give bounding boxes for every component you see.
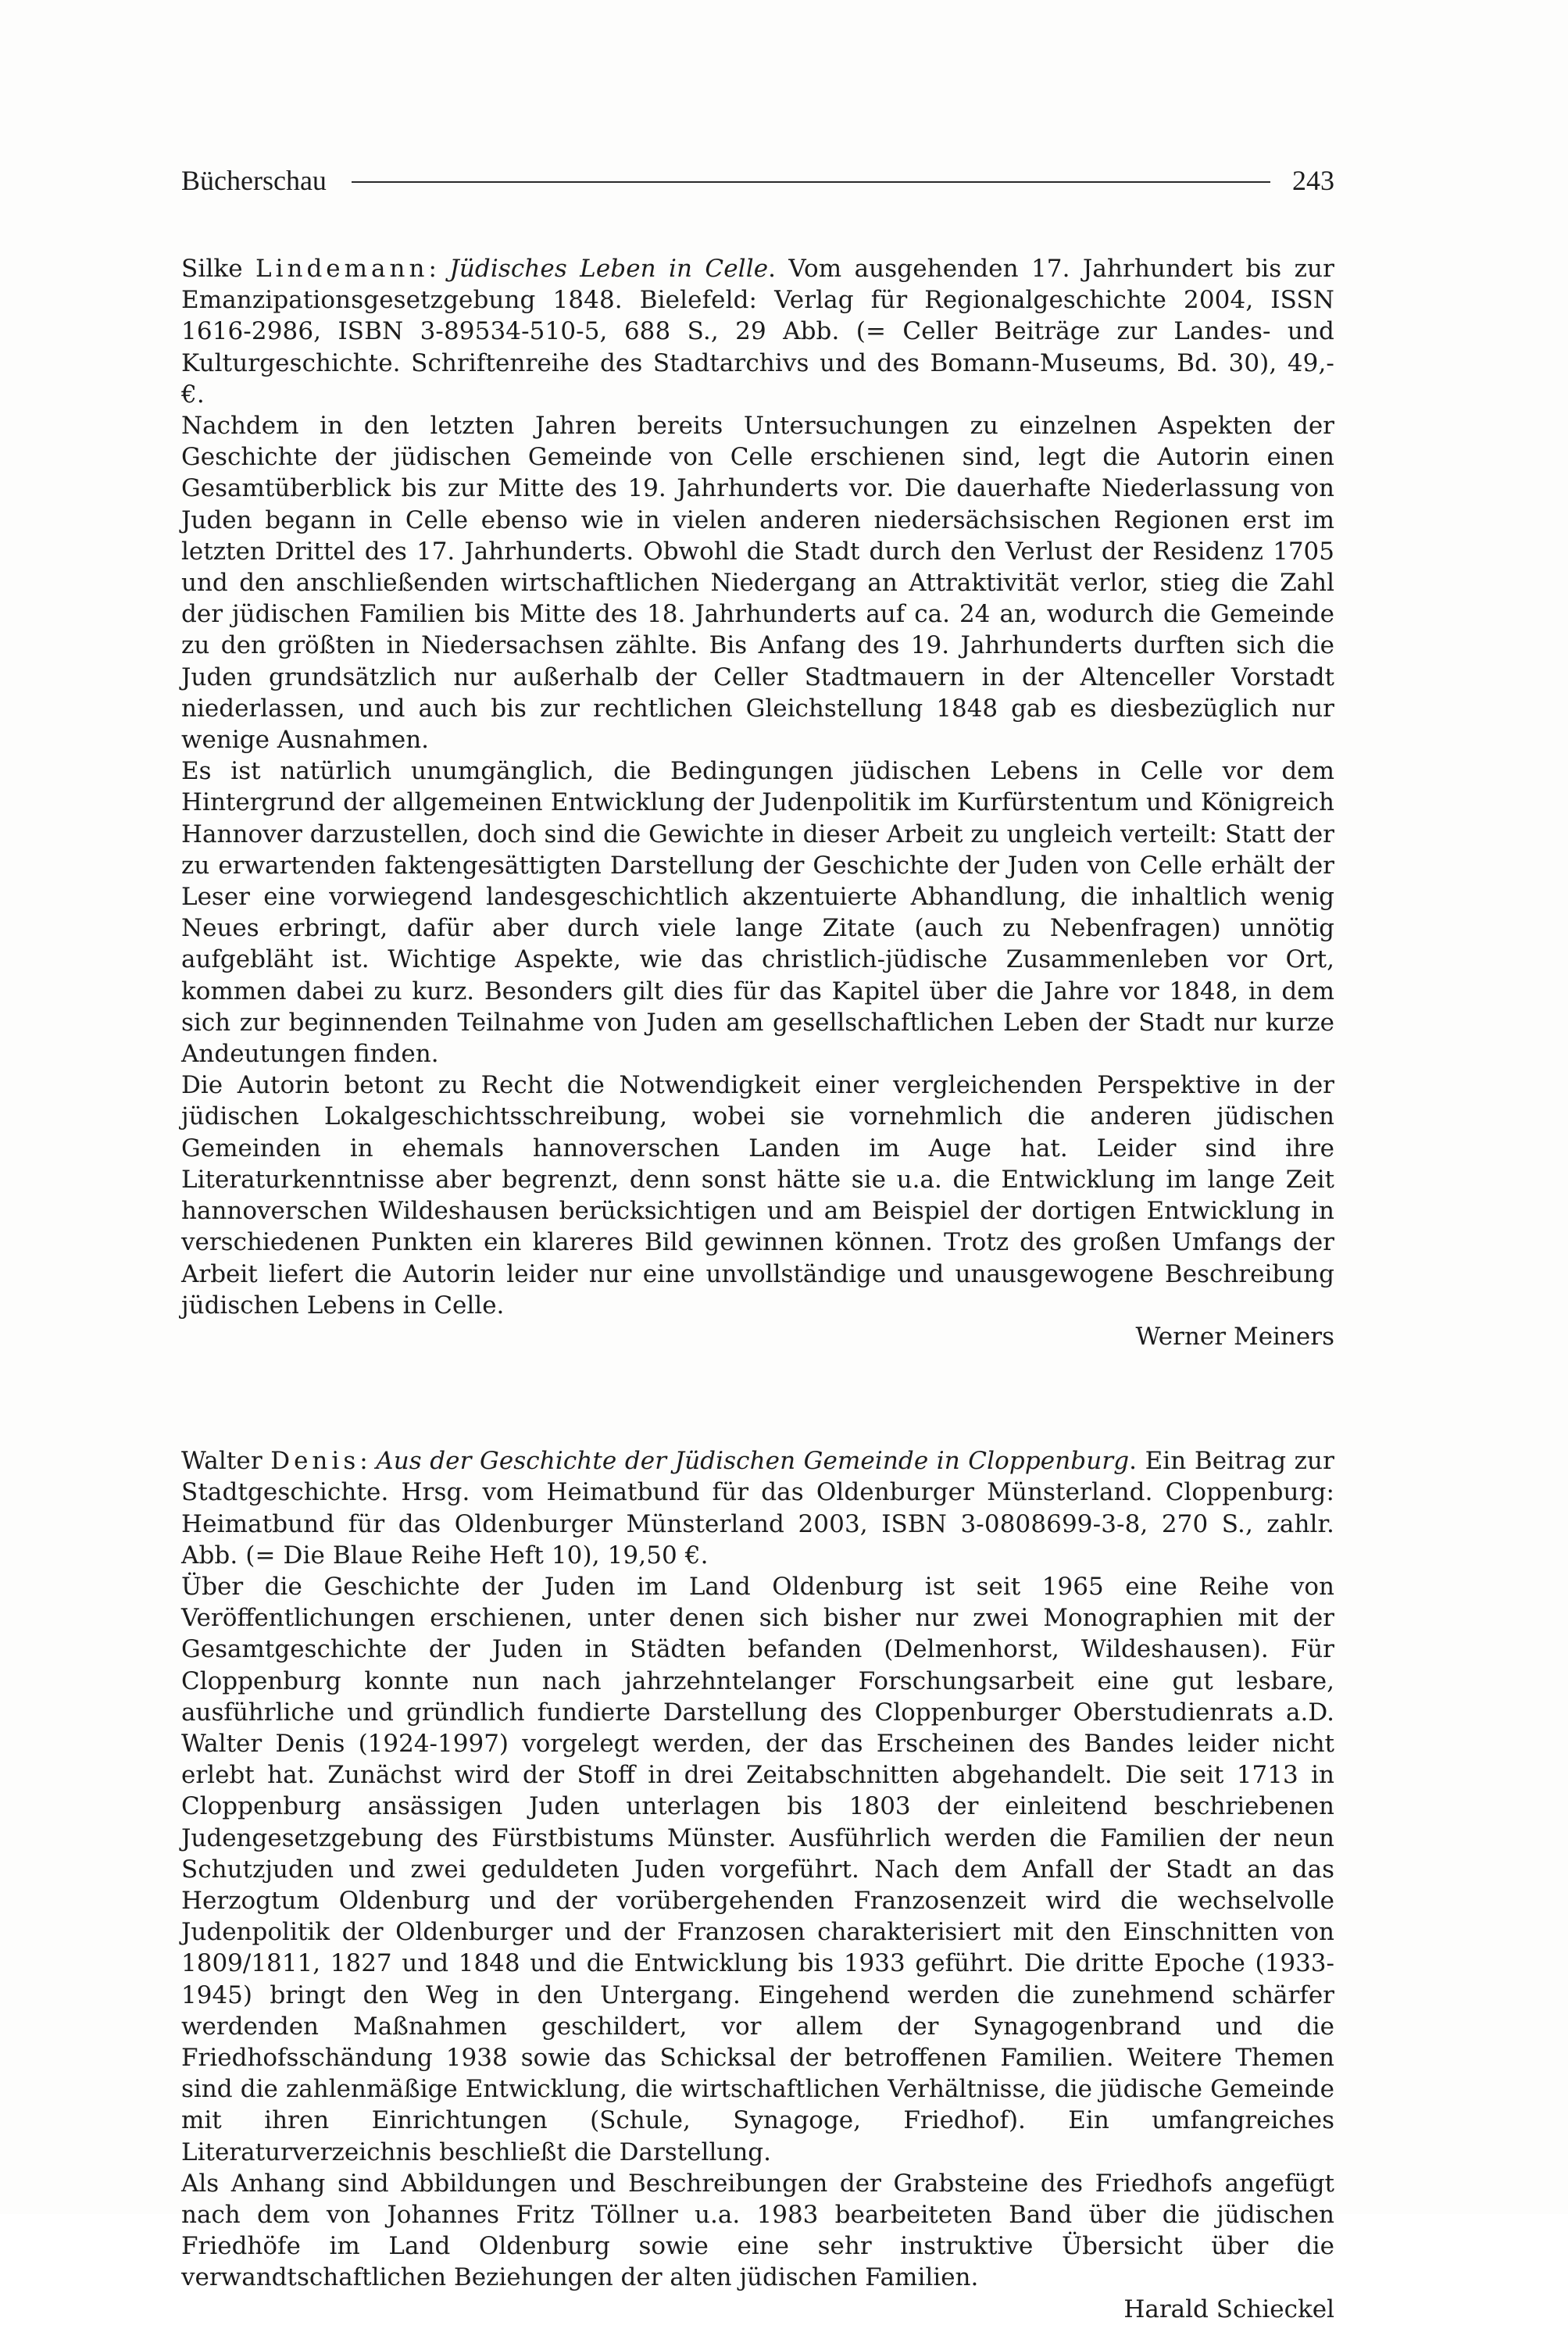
author-last-name: Denis	[270, 1447, 360, 1476]
review-paragraph: Es ist natürlich unumgänglich, die Bedingungen jüdischen Lebens in Celle vor dem Hintergrund der allgemeinen Entwicklung der Judenpolitik im Kurfürstentum und Königreich Hannover darzustellen, doch sind die Gewichte in dieser Arbeit zu ungleich verteilt: Statt der zu erwartenden faktengesättigten Darstellung der Geschichte der Juden von Celle erhält der Leser eine vorwiegend landesgeschichtlich akzentuierte Abhandlung, die inhaltlich wenig Neues erbringt, dafür aber durch viele lange Zitate (auch zu Nebenfragen) unnötig aufgebläht ist. Wichtige Aspekte, wie das christlich-jüdische Zusammenleben vor Ort, kommen dabei zu kurz. Besonders gilt dies für das Kapitel über die Jahre vor 1848, in dem sich zur beginnenden Teilnahme von Juden am gesellschaftlichen Leben der Stadt nur kurze Andeutungen finden.	[181, 757, 1334, 1069]
running-header	[181, 161, 1334, 200]
header-rule	[352, 181, 1270, 183]
citation-colon: :	[428, 255, 450, 283]
bibliographic-citation	[181, 1445, 1334, 1571]
author-last-name: Lindemann	[255, 255, 429, 283]
review-paragraph: Die Autorin betont zu Recht die Notwendigkeit einer vergleichenden Perspektive in der jüdischen Lokalgeschichtsschreibung, wobei sie vornehmlich die anderen jüdischen Gemeinden in ehemals hannoverschen Landen im Auge hat. Leider sind ihre Literaturkenntnisse aber begrenzt, denn sonst hätte sie u.a. die Entwicklung im lange Zeit hannoverschen Wildeshausen berücksichtigen und am Beispiel der dortigen Entwicklung in verschiedenen Punkten ein klareres Bild gewinnen können. Trotz des großen Umfangs der Arbeit liefert die Autorin leider nur eine unvollständige und unausgewogene Beschreibung jüdischen Lebens in Celle.	[181, 1071, 1334, 1320]
review-paragraph: Als Anhang sind Abbildungen und Beschreibungen der Grabsteine des Friedhofs angefügt nach dem von Johannes Fritz Töllner u.a. 1983 bearbeiteten Band über die jüdischen Friedhöfe im Land Oldenburg sowie eine sehr instruktive Übersicht über die verwandtschaftlichen Beziehungen der alten jüdischen Familien.	[181, 2169, 1334, 2292]
author-first-name: Silke	[181, 255, 255, 283]
review-paragraph: Nachdem in den letzten Jahren bereits Untersuchungen zu einzelnen Aspekten der Geschichte der jüdischen Gemeinde von Celle erschienen sind, legt die Autorin einen Gesamtüberblick bis zur Mitte des 19. Jahrhunderts vor. Die dauerhafte Niederlassung von Juden begann in Celle ebenso wie in vielen anderen niedersächsischen Regionen erst im letzten Drittel des 17. Jahrhunderts. Obwohl die Stadt durch den Verlust der Residenz 1705 und den anschließenden wirtschaftlichen Niedergang an Attraktivität verlor, stieg die Zahl der jüdischen Familien bis Mitte des 18. Jahrhunderts auf ca. 24 an, wodurch die Gemeinde zu den größten in Niedersachsen zählte. Bis Anfang des 19. Jahrhunderts durften sich die Juden grundsätzlich nur außerhalb der Celler Stadtmauern in der Altenceller Vorstadt niederlassen, und auch bis zur rechtlichen Gleichstellung 1848 gab es diesbezüglich nur wenige Ausnahmen.	[181, 412, 1334, 755]
review-denis	[181, 1445, 1334, 2325]
page-number: 243	[1292, 165, 1334, 196]
citation-details: . Ein Beitrag zur Stadtgeschichte. Hrsg. vom Heimatbund für das Oldenburger Münsterland. Cloppenburg: Heimatbund für das Oldenburger Münsterland 2003, ISBN 3-0808699-3-8, 270 S., zahlr. Abb. (= Die Blaue Reihe Heft 10), 19,50 €.	[181, 1447, 1335, 1570]
reviewer-signature: Werner Meiners	[1135, 1322, 1334, 1351]
book-title: Jüdisches Leben in Celle	[449, 255, 769, 283]
running-header-title: Bücherschau	[181, 165, 327, 196]
author-first-name: Walter	[181, 1447, 271, 1476]
book-title: Aus der Geschichte der Jüdischen Gemeinde in Cloppenburg	[376, 1447, 1130, 1476]
citation-colon: :	[359, 1447, 377, 1476]
review-lindemann	[181, 253, 1334, 1352]
citation-details: . Vom ausgehenden 17. Jahrhundert bis zur Emanzipationsgesetzgebung 1848. Bielefeld: Verlag für Regionalgeschichte 2004, ISSN 1616-2986, ISBN 3-89534-510-5, 688 S., 29 Abb. (= Celler Beiträge zur Landes- und Kulturgeschichte. Schriftenreihe des Stadtarchivs und des Bomann-Museums, Bd. 30), 49,- €.	[181, 255, 1335, 409]
review-paragraph: Über die Geschichte der Juden im Land Oldenburg ist seit 1965 eine Reihe von Veröffentlichungen erschienen, unter denen sich bisher nur zwei Monographien mit der Gesamtgeschichte der Juden in Städten befanden (Delmenhorst, Wildeshausen). Für Cloppenburg konnte nun nach jahrzehntelanger Forschungsarbeit eine gut lesbare, ausführliche und gründlich fundierte Darstellung des Cloppenburger Oberstudienrats a.D. Walter Denis (1924-1997) vorgelegt werden, der das Erscheinen des Bandes leider nicht erlebt hat. Zunächst wird der Stoff in drei Zeitabschnitten abgehandelt. Die seit 1713 in Cloppenburg ansässigen Juden unterlagen bis 1803 der einleitend beschriebenen Judengesetzgebung des Fürstbistums Münster. Ausführlich werden die Familien der neun Schutzjuden und zwei geduldeten Juden vorgeführt. Nach dem Anfall der Stadt an das Herzogtum Oldenburg und der vorübergehenden Franzosenzeit wird die wechselvolle Judenpolitik der Oldenburger und der Franzosen charakterisiert mit den Einschnitten von 1809/1811, 1827 und 1848 und die Entwicklung bis 1933 geführt. Die dritte Epoche (1933-1945) bringt den Weg in den Untergang. Eingehend werden die zunehmend schärfer werdenden Maßnahmen geschildert, vor allem der Synagogenbrand und die Friedhofsschändung 1938 sowie das Schicksal der betroffenen Familien. Weitere Themen sind die zahlenmäßige Entwicklung, die wirtschaftlichen Verhältnisse, die jüdische Gemeinde mit ihren Einrichtungen (Schule, Synagoge, Friedhof). Ein umfangreiches Literaturverzeichnis beschließt die Darstellung.	[181, 1572, 1334, 2166]
section-spacer	[181, 1352, 1334, 1445]
page-content	[181, 253, 1334, 2325]
reviewer-signature: Harald Schieckel	[1123, 2295, 1334, 2323]
bibliographic-citation	[181, 253, 1334, 410]
